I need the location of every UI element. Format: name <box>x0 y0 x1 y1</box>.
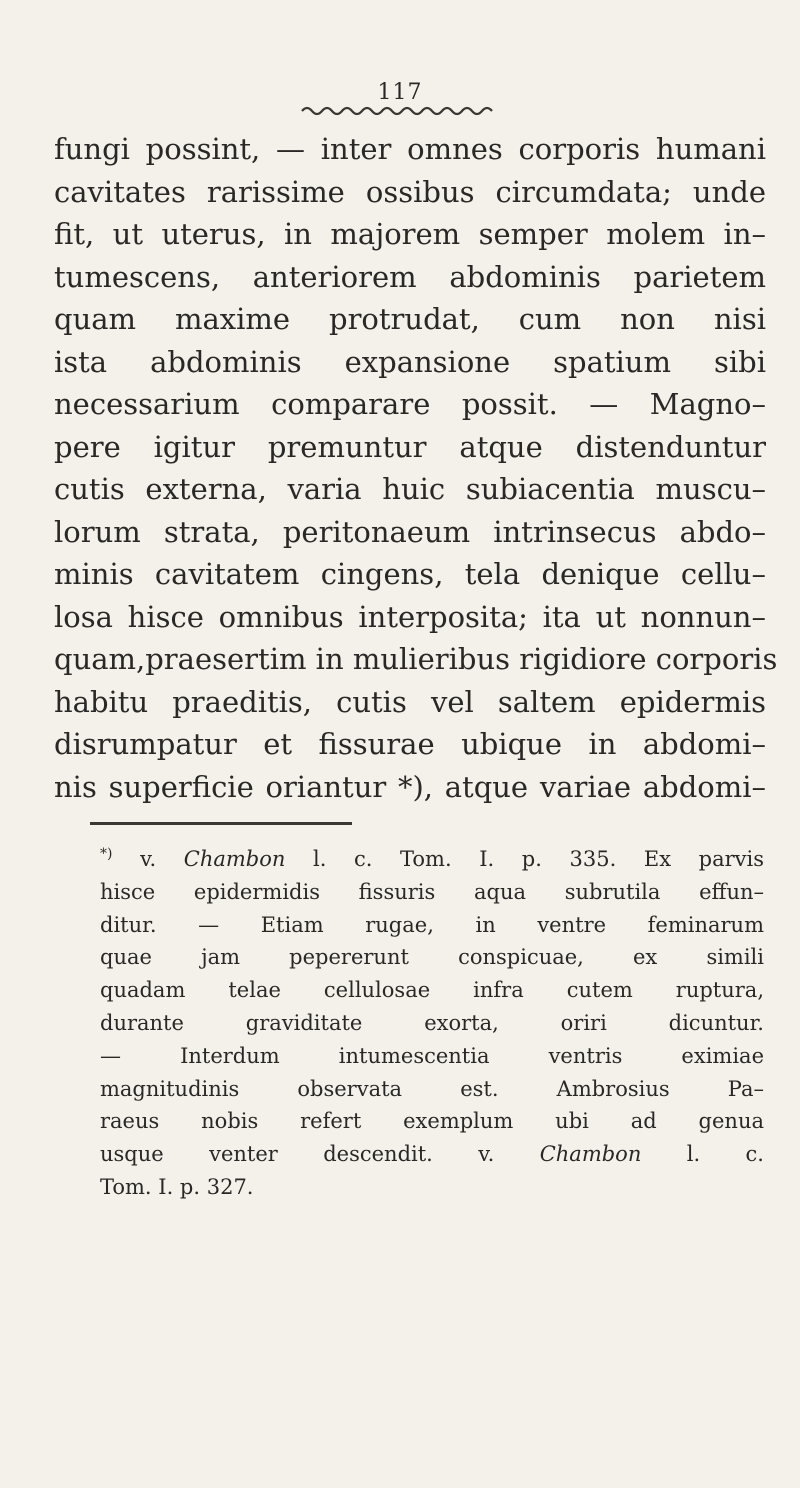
footnote-line: Tom. I. p. 327. <box>100 1174 254 1199</box>
text-line: habitu praeditis, cutis vel saltem epidermis <box>54 684 766 719</box>
main-text-block <box>54 128 778 808</box>
text-line: minis cavitatem cingens, tela denique cellu– <box>54 557 766 591</box>
footnote-ref-prefix: v. <box>140 847 157 871</box>
text-line: cavitates rarissime ossibus circumdata; unde <box>54 174 766 209</box>
text-line: pere igitur premuntur atque distenduntur <box>54 429 766 464</box>
text-line: losa hisce omnibus interposita; ita ut nonnun– <box>54 599 766 634</box>
footnote-marker: *) <box>100 846 113 862</box>
text-line: lorum strata, peritonaeum intrinsecus abdo– <box>54 514 766 549</box>
footnote-line <box>100 1138 764 1171</box>
footnote-line: quadam telae cellulosae infra cutem ruptura, <box>100 978 764 1003</box>
footnote-line: quae jam pepererunt conspicuae, ex simili <box>100 945 764 970</box>
text-line: quam maxime protrudat, cum non nisi <box>54 302 766 336</box>
text-line: necessarium comparare possit. — Magno– <box>54 387 766 421</box>
footnote-divider <box>90 822 352 825</box>
text-line: nis superficie oriantur *), atque variae abdomi– <box>54 769 766 804</box>
footnote-line: magnitudinis observata est. Ambrosius Pa– <box>100 1076 764 1101</box>
text-line: ista abdominis expansione spatium sibi <box>54 344 766 379</box>
text-line: disrumpatur et fissurae ubique in abdomi– <box>54 727 766 761</box>
text-line: fungi possint, — inter omnes corporis humani <box>54 132 766 166</box>
text-line: cutis externa, varia huic subiacentia muscu– <box>54 472 766 506</box>
footnote-line <box>100 838 764 876</box>
decorative-ornament <box>300 104 500 118</box>
footnote-citation: l. c. Tom. I. p. 335. Ex parvis <box>313 847 764 871</box>
footnote-citation: l. c. <box>686 1142 764 1167</box>
footnote-line: hisce epidermidis fissuris aqua subrutila effun– <box>100 879 764 904</box>
page-number: 117 <box>377 80 423 105</box>
footnote-line: ditur. — Etiam rugae, in ventre feminarum <box>100 912 764 937</box>
footnote-author: Chambon <box>183 847 286 871</box>
footnote-line-text: usque venter descendit. v. <box>100 1142 495 1167</box>
text-line: fit, ut uterus, in majorem semper molem in– <box>54 217 766 251</box>
text-line: tumescens, anteriorem abdominis parietem <box>54 259 766 294</box>
footnote-line: raeus nobis refert exemplum ubi ad genua <box>100 1109 764 1134</box>
footnote-line: durante graviditate exorta, oriri dicuntur. <box>100 1010 764 1035</box>
footnote <box>100 838 764 1204</box>
footnote-line: — Interdum intumescentia ventris eximiae <box>100 1043 764 1068</box>
footnote-author: Chambon <box>539 1142 642 1167</box>
text-line: quam,praesertim in mulieribus rigidiore corporis <box>54 642 778 676</box>
